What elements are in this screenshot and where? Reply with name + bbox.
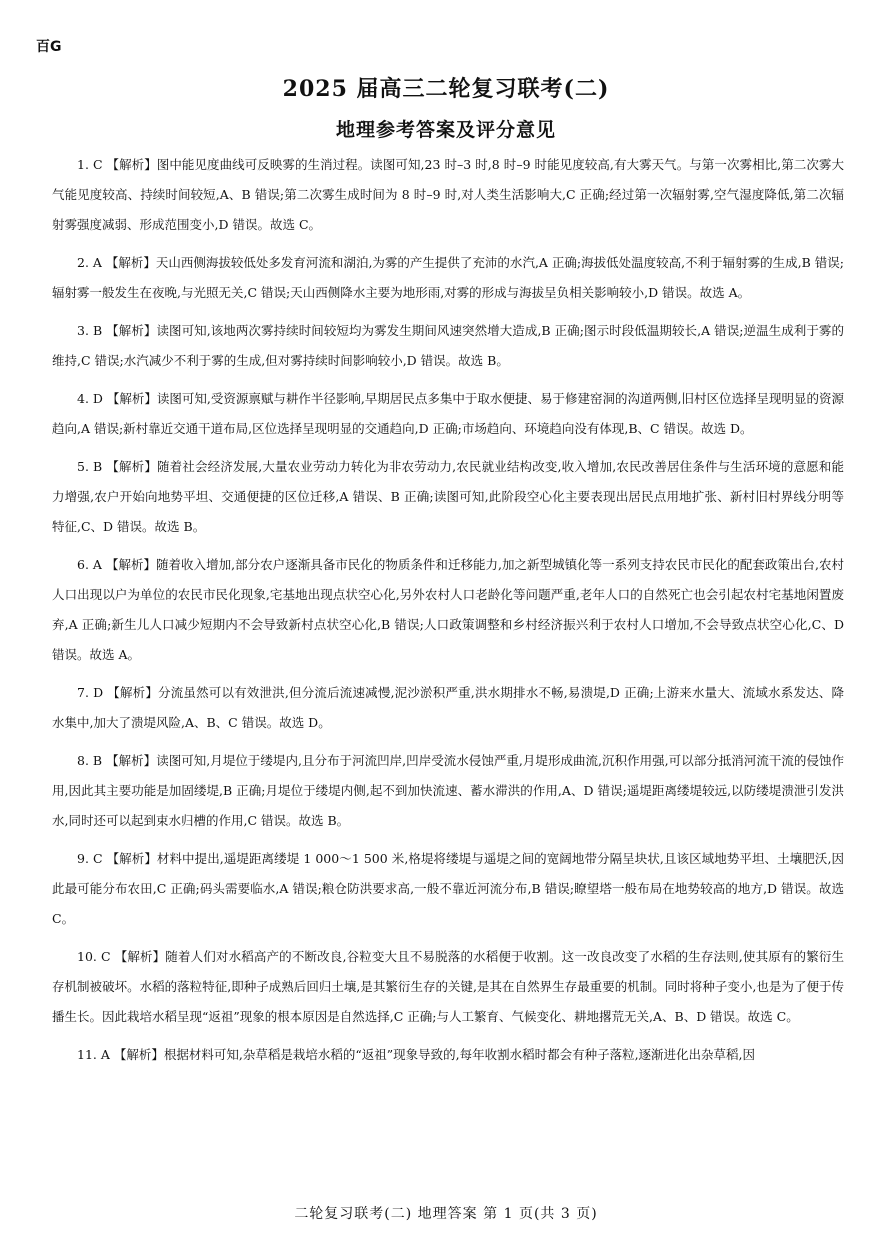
page-subtitle: 地理参考答案及评分意见: [335, 119, 556, 141]
answer-item-3: 3. B 【解析】读图可知,该地两次雾持续时间较短均为雾发生期间风速突然增大造成,B 正确;图示时段低温期较长,A 错误;逆温生成利于雾的维持,C 错误;水汽减少不利于雾的生成,但对雾持续时间影响较小,D 错误。故选 B。: [52, 323, 844, 368]
answer-item-11: 11. A 【解析】根据材料可知,杂草稻是栽培水稻的“返祖”现象导致的,每年收割水稻时都会有种子落粒,逐渐进化出杂草稻,因: [77, 1047, 756, 1062]
answer-item-9: 9. C 【解析】材料中提出,遥堤距离缕堤 1 000～1 500 米,格堤将缕堤与遥堤之间的宽阔地带分隔呈块状,且该区域地势平坦、土壤肥沃,因此最可能分布农田,C 正确;码头需要临水,A 错误;粮仓防洪要求高,一般不靠近河流分布,B 错误;瞭望塔一般布局在地势较高的地方,D 错误。故选 C。: [52, 851, 844, 926]
answer-item-2: 2. A 【解析】天山西侧海拔较低处多发育河流和湖泊,为雾的产生提供了充沛的水汽,A 正确;海拔低处温度较高,不利于辐射雾的生成,B 错误;辐射雾一般发生在夜晚,与光照无关,C 错误;天山西侧降水主要为地形雨,对雾的形成与海拔呈负相关影响较小,D 错误。故选 A。: [52, 255, 844, 300]
answer-item-8: 8. B 【解析】读图可知,月堤位于缕堤内,且分布于河流凹岸,凹岸受流水侵蚀严重,月堤形成曲流,沉积作用强,可以部分抵消河流干流的侵蚀作用,因此其主要功能是加固缕堤,B 正确;月堤位于缕堤内侧,起不到加快流速、蓄水滞洪的作用,A、D 错误;遥堤距离缕堤较远,以防缕堤溃泄引发洪水,同时还可以起到束水归槽的作用,C 错误。故选 B。: [52, 753, 844, 828]
answer-item-6: 6. A 【解析】随着收入增加,部分农户逐渐具备市民化的物质条件和迁移能力,加之新型城镇化等一系列支持农民市民化的配套政策出台,农村人口出现以户为单位的农民市民化现象,宅基地出现点状空心化,另外农村人口老龄化等问题严重,老年人口的自然死亡也会引起农村宅基地闲置废弃,A 正确;新生儿人口减少短期内不会导致新村点状空心化,B 错误;人口政策调整和乡村经济振兴利于农村人口增加,不会导致点状空心化,C、D 错误。故选 A。: [52, 557, 844, 662]
answer-item-5: 5. B 【解析】随着社会经济发展,大量农业劳动力转化为非农劳动力,农民就业结构改变,收入增加,农民改善居住条件与生活环境的意愿和能力增强,农户开始向地势平坦、交通便捷的区位迁移,A 错误、B 正确;读图可知,此阶段空心化主要表现出居民点用地扩张、新村旧村界线分明等特征,C、D 错误。故选 B。: [52, 459, 844, 534]
answer-item-4: 4. D 【解析】读图可知,受资源禀赋与耕作半径影响,早期居民点多集中于取水便捷、易于修建窑洞的沟道两侧,旧村区位选择呈现明显的资源趋向,A 错误;新村靠近交通干道布局,区位选择呈现明显的交通趋向,D 正确;市场趋向、环境趋向没有体现,B、C 错误。故选 D。: [52, 391, 844, 436]
publisher-logo: 百G: [36, 39, 62, 55]
answer-item-7: 7. D 【解析】分流虽然可以有效泄洪,但分流后流速减慢,泥沙淤积严重,洪水期排水不畅,易溃堤,D 正确;上游来水量大、流域水系发达、降水集中,加大了溃堤风险,A、B、C 错误。故选 D。: [52, 685, 844, 730]
answer-item-10: 10. C 【解析】随着人们对水稻高产的不断改良,谷粒变大且不易脱落的水稻便于收割。这一改良改变了水稻的生存法则,使其原有的繁衍生存机制被破坏。水稻的落粒特征,即种子成熟后回归土壤,是其繁衍生存的关键,是其在自然界生存最重要的机制。同时将种子变小,也是为了便于传播生长。因此栽培水稻呈现“返祖”现象的根本原因是自然选择,C 正确;与人工繁育、气候变化、耕地撂荒无关,A、B、D 错误。故选 C。: [52, 949, 844, 1024]
page-footer: 二轮复习联考(二) 地理答案 第 1 页(共 3 页): [294, 1206, 598, 1222]
page-title: 2025 届高三二轮复习联考(二): [282, 76, 610, 102]
answer-list: [52, 150, 844, 1078]
answer-item-1: 1. C 【解析】图中能见度曲线可反映雾的生消过程。读图可知,23 时–3 时,8 时–9 时能见度较高,有大雾天气。与第一次雾相比,第二次雾大气能见度较高、持续时间较短,A、B 错误;第二次雾生成时间为 8 时–9 时,对人类生活影响大,C 正确;经过第一次辐射雾,空气湿度降低,第二次辐射雾强度减弱、形成范围变小,D 错误。故选 C。: [52, 157, 844, 232]
